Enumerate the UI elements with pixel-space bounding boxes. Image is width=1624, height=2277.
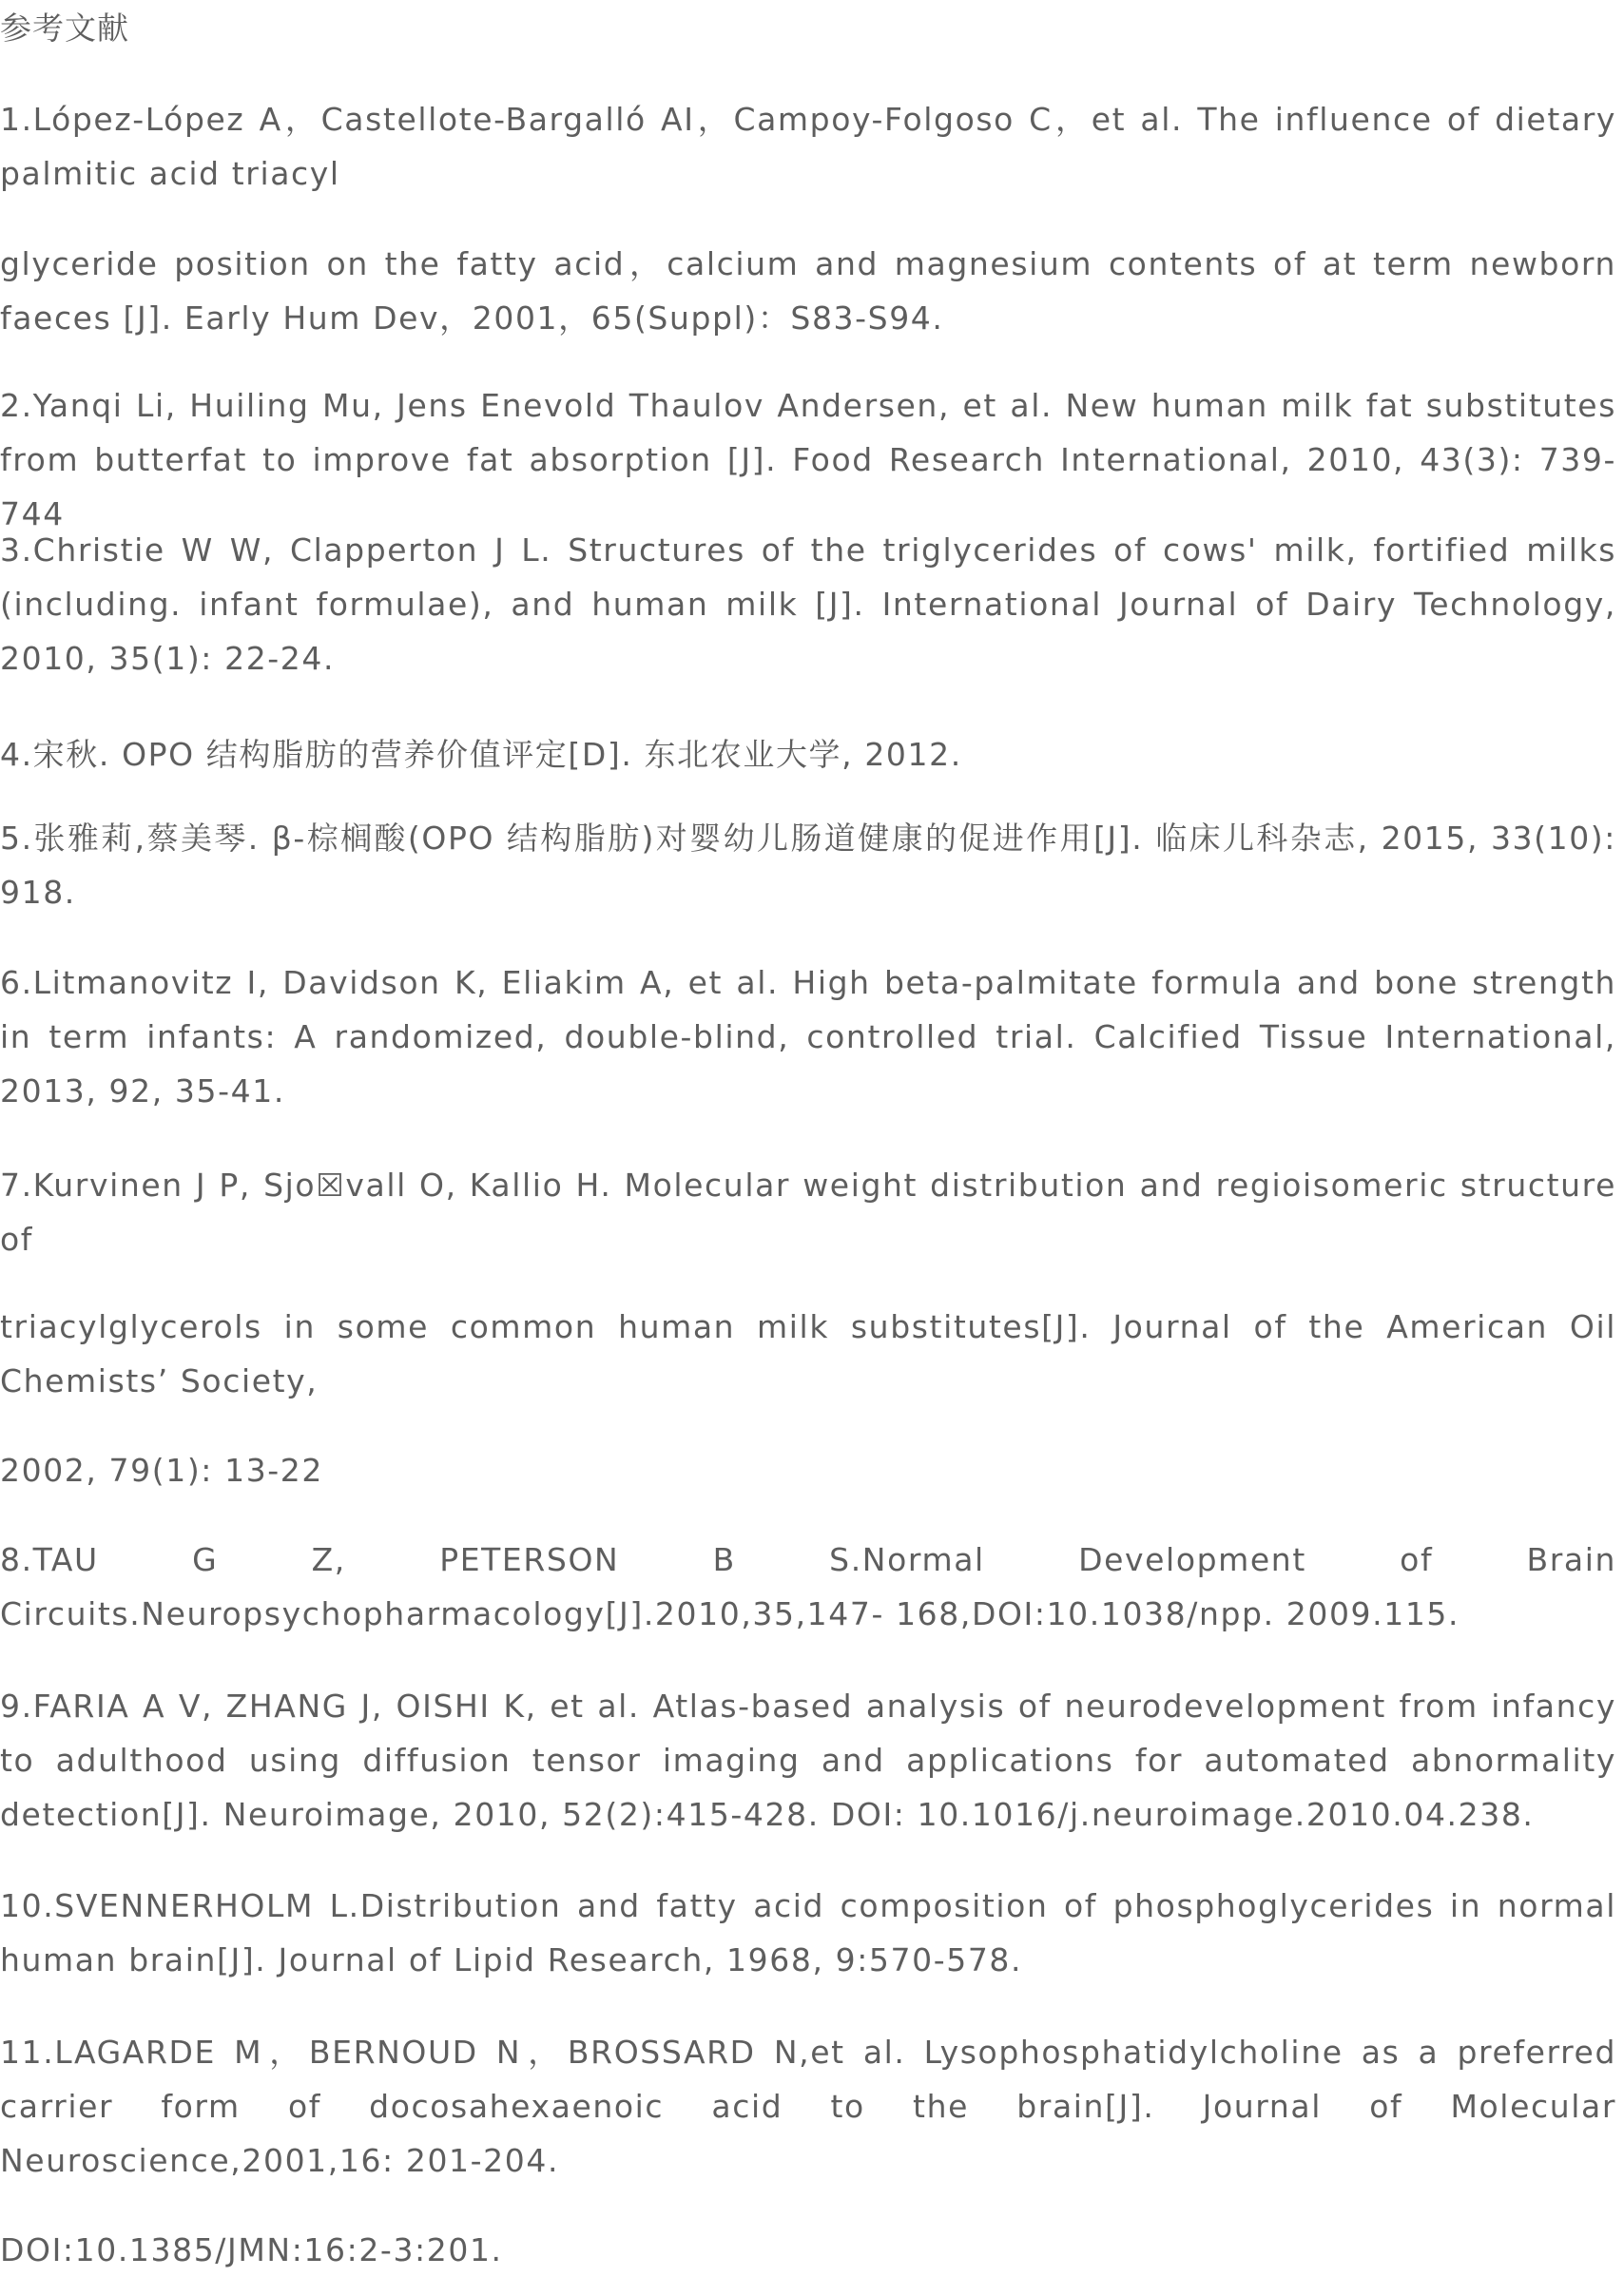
reference-6: 6.Litmanovitz I, Davidson K, Eliakim A, et al. High beta-palmitate formula and bone strength in term infants: A randomized, double-blind, controlled trial. Calcified Tissue International, 2013, 92, 35-41.	[0, 964, 1616, 1110]
reference-5: 5.张雅莉,蔡美琴. β-棕榈酸(OPO 结构脂肪)对婴幼儿肠道健康的促进作用[J]. 临床儿科杂志, 2015, 33(10): 918.	[0, 820, 1616, 911]
reference-1-part-1: 1.López-López A，Castellote-Bargalló AI，Campoy-Folgoso C，et al. The influence of dietary palmitic acid triacyl	[0, 101, 1616, 192]
reference-8: 8.TAU G Z, PETERSON B S.Normal Development of Brain Circuits.Neuropsychopharmacology[J].2010,35,147- 168,DOI:10.1038/npp. 2009.115.	[0, 1541, 1616, 1632]
references-heading: 参考文献	[0, 10, 129, 47]
reference-3: 3.Christie W W, Clapperton J L. Structures of the triglycerides of cows' milk, fortified milks (including. infant formulae), and human milk [J]. International Journal of Dairy Technology, 2010, 35(1): 22-24.	[0, 531, 1616, 677]
reference-7-part-2: triacylglycerols in some common human milk substitutes[J]. Journal of the American Oil Chemists’ Society,	[0, 1308, 1616, 1399]
reference-2: 2.Yanqi Li, Huiling Mu, Jens Enevold Thaulov Andersen, et al. New human milk fat substitutes from butterfat to improve fat absorption [J]. Food Research International, 2010, 43(3): 739-744	[0, 387, 1616, 532]
reference-10: 10.SVENNERHOLM L.Distribution and fatty acid composition of phosphoglycerides in normal human brain[J]. Journal of Lipid Research, 1968, 9:570-578.	[0, 1887, 1616, 1978]
reference-1-part-2: glyceride position on the fatty acid，calcium and magnesium contents of at term newborn faeces [J]. Early Hum Dev，2001，65(Suppl)：S83-S94.	[0, 245, 1616, 337]
reference-9: 9.FARIA A V, ZHANG J, OISHI K, et al. Atlas-based analysis of neurodevelopment from infancy to adulthood using diffusion tensor imaging and applications for automated abnormality detection[J]. Neuroimage, 2010, 52(2):415-428. DOI: 10.1016/j.neuroimage.2010.04.238.	[0, 1688, 1616, 1833]
reference-11: 11.LAGARDE M，BERNOUD N，BROSSARD N,et al. Lysophosphatidylcholine as a preferred carrier form of docosahexaenoic acid to the brain[J]. Journal of Molecular Neuroscience,2001,16: 201-204.	[0, 2034, 1616, 2179]
reference-7-part-3: 2002, 79(1): 13-22	[0, 1452, 323, 1489]
reference-4: 4.宋秋. OPO 结构脂肪的营养价值评定[D]. 东北农业大学, 2012.	[0, 736, 962, 773]
reference-11-doi: DOI:10.1385/JMN:16:2-3:201.	[0, 2231, 503, 2268]
reference-7-part-1: 7.Kurvinen J P, Sjo☒vall O, Kallio H. Molecular weight distribution and regioisomeric structure of	[0, 1167, 1616, 1258]
